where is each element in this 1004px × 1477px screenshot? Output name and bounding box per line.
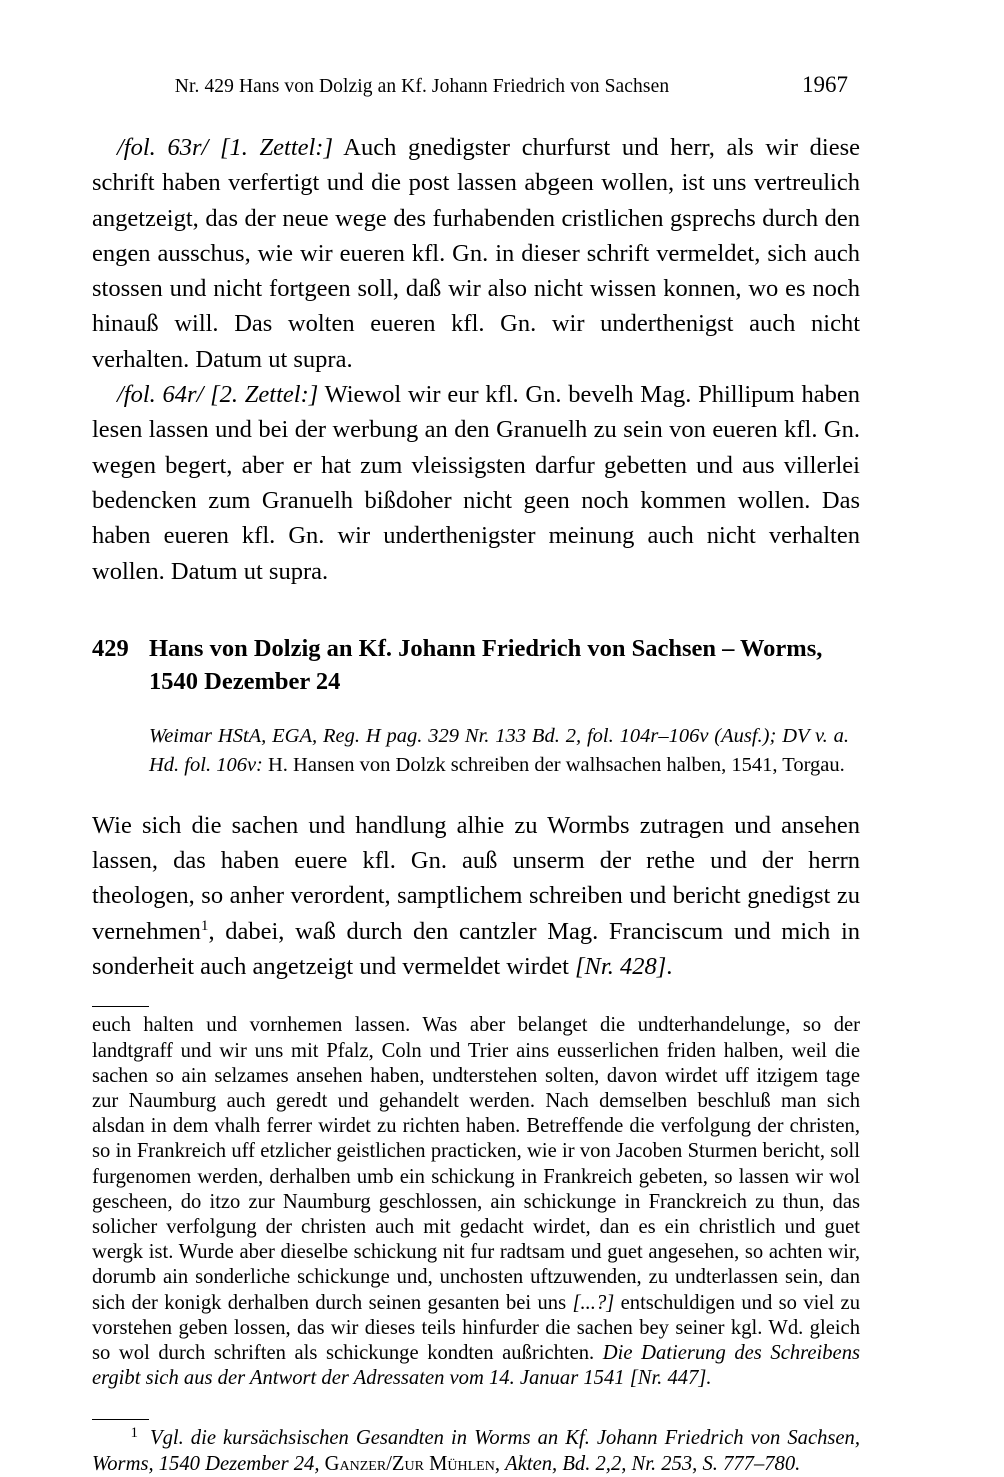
archival-source-note xyxy=(149,722,849,781)
section-heading xyxy=(92,632,860,699)
footnote-lacuna-marker: [...?] xyxy=(572,1291,615,1314)
footnote-1: 1 Vgl. die kursächsischen Gesandten in Worms an Kf. Johann Friedrich von Sachsen, Worms, 1540 Dezember 24, Ganzer/Zur Mühlen, Akten, Bd. 2,2, Nr. 253, S. 777–780. xyxy=(92,1424,860,1475)
footnote-1-work-title: Akten, xyxy=(505,1452,558,1475)
running-header-title: Nr. 429 Hans von Dolzig an Kf. Johann Friedrich von Sachsen xyxy=(174,76,670,97)
main-text-part3: . xyxy=(666,953,673,981)
running-header xyxy=(92,0,860,120)
cross-reference-nr-428: [Nr. 428] xyxy=(575,953,667,981)
main-text-paragraph xyxy=(92,808,860,984)
footnote-area xyxy=(92,1006,860,1476)
page-content xyxy=(92,0,860,1477)
footnote-continued-part1: euch halten und vornhemen lassen. Was aber belanget die undterhandelunge, so der landtgraff und wir uns mit Pfalz, Coln und Trier ains eusserlichen friden halben, weil die sachen so ain selzames ansehen haben, undterstehen solten, davon wirdet uff itzigem tage zur Naumburg auch geredt und gehandelt werden. Nach demselben beschluß man sich alsdan in dem vhalh ferrer wirdet zu richten haben. Betreffende die verfolgung der christen, so in Frankreich uff etzlicher geistlichen practicken, wie ir von Jacoben Sturmen bericht, soll furgenomen werden, derhalben umb ein schickung in Frankreich gebeten, so lassen wir wol gescheen, do itzo zur Naumburg geschlossen, ain schickunge in Franckreich zu thun, das solicher verfolgung der christen auch mit gedacht wirdet, dan es ein christlich und guet wergk ist. Wurde aber dieselbe schickung nit fur radtsam und guet angesehen, so achten wir, dorumb ain sonderliche schickunge und, unchosten uftzuwenden, zu undterlassen sein, dan sich der konigk derhalben durch seinen gesanten bei uns xyxy=(92,1014,860,1314)
footnote-1-author-2: Zur Mühlen xyxy=(391,1452,495,1475)
footnote-1-part2: , xyxy=(494,1452,506,1475)
footnote-marker-1[interactable]: 1 xyxy=(200,916,209,934)
footnote-continued-part2: entschuldigen und so viel zu vorstehen geben lossen, das wir dieses teils hinfurder die sachen bey seiner kgl. Wd. gleich so wol durch schriften als schickunge kondten außrichten. xyxy=(92,1291,860,1364)
footnote-spacer xyxy=(92,1391,860,1419)
footnote-rule-continued xyxy=(92,1006,149,1007)
page-number: 1967 xyxy=(802,72,848,97)
section-number: 429 xyxy=(92,634,129,662)
section-title: Hans von Dolzig an Kf. Johann Friedrich von Sachsen – Worms, 1540 Dezember 24 xyxy=(149,634,823,696)
body-paragraph-2-text: Wiewol wir eur kfl. Gn. bevelh Mag. Phillipum haben lesen lassen und bei der werbung an den Granuelh zu sein von eueren kfl. Gn. wegen begert, aber er hat zum vleissigsten darfur gebetten und aus villerlei bedencken zum Granuelh bißdoher nicht geen noch kommen wollen. Das haben eueren kfl. Gn. wir underthenigster meinung auch nicht verhalten wollen. Datum ut supra. xyxy=(92,381,860,585)
main-text-part2: , dabei, waß durch den cantzler Mag. Franciscum und mich in sonderheit auch angetzeigt und vermeldet wirdet xyxy=(92,917,860,981)
footnote-continued xyxy=(92,1013,860,1391)
footnote-editorial-note: Die Datierung des Schreibens ergibt sich aus der Antwort der Adressaten vom 14. Januar 1541 [Nr. 447]. xyxy=(92,1341,861,1390)
folio-marker-63r: /fol. 63r/ [1. Zettel:] xyxy=(117,134,333,161)
source-reference-rest: H. Hansen von Dolzk schreiben der walhsachen halben, 1541, Torgau. xyxy=(262,754,845,777)
body-paragraph-1 xyxy=(92,130,860,377)
body-paragraph-1-text: Auch gnedigster churfurst und herr, als wir diese schrift haben verfertigt und die post lassen abgeen wollen, ist uns vertreulich angetzeigt, das der neue wege des furhabenden cristlichen gsprechs durch den engen ausschus, wie wir eueren kfl. Gn. in dieser schrift vermeldet, sich auch stossen und nicht fortgeen soll, daß wir also nicht wissen konnen, wo es noch hinauß will. Das wolten eueren kfl. Gn. wir underthenigst auch nicht verhalten. Datum ut supra. xyxy=(92,134,860,373)
footnote-1-part1: Vgl. die kursächsischen Gesandten in Worms an Kf. Johann Friedrich von Sachsen, Worms, 1540 Dezember 24, xyxy=(92,1427,860,1475)
main-text-part1: Wie sich die sachen und handlung alhie zu Wormbs zutragen und ansehen lassen, das haben euere kfl. Gn. auß unserm der rethe und der herrn theologen, so anher verordent, samptlichem schreiben und bericht gnedigst zu vernehmen xyxy=(92,811,860,945)
footnote-1-part3: Bd. 2,2, Nr. 253, S. 777–780. xyxy=(557,1452,801,1475)
footnote-1-separator: / xyxy=(386,1452,392,1475)
footnote-rule-note-1 xyxy=(92,1419,149,1420)
footnote-1-author-1: Ganzer xyxy=(324,1452,387,1475)
source-reference-italic: Weimar HStA, EGA, Reg. H pag. 329 Nr. 133 Bd. 2, fol. 104r–106v (Ausf.); DV v. a. Hd. fol. 106v: xyxy=(149,724,849,777)
body-paragraph-2 xyxy=(92,377,860,589)
folio-marker-64r: /fol. 64r/ [2. Zettel:] xyxy=(117,381,319,409)
